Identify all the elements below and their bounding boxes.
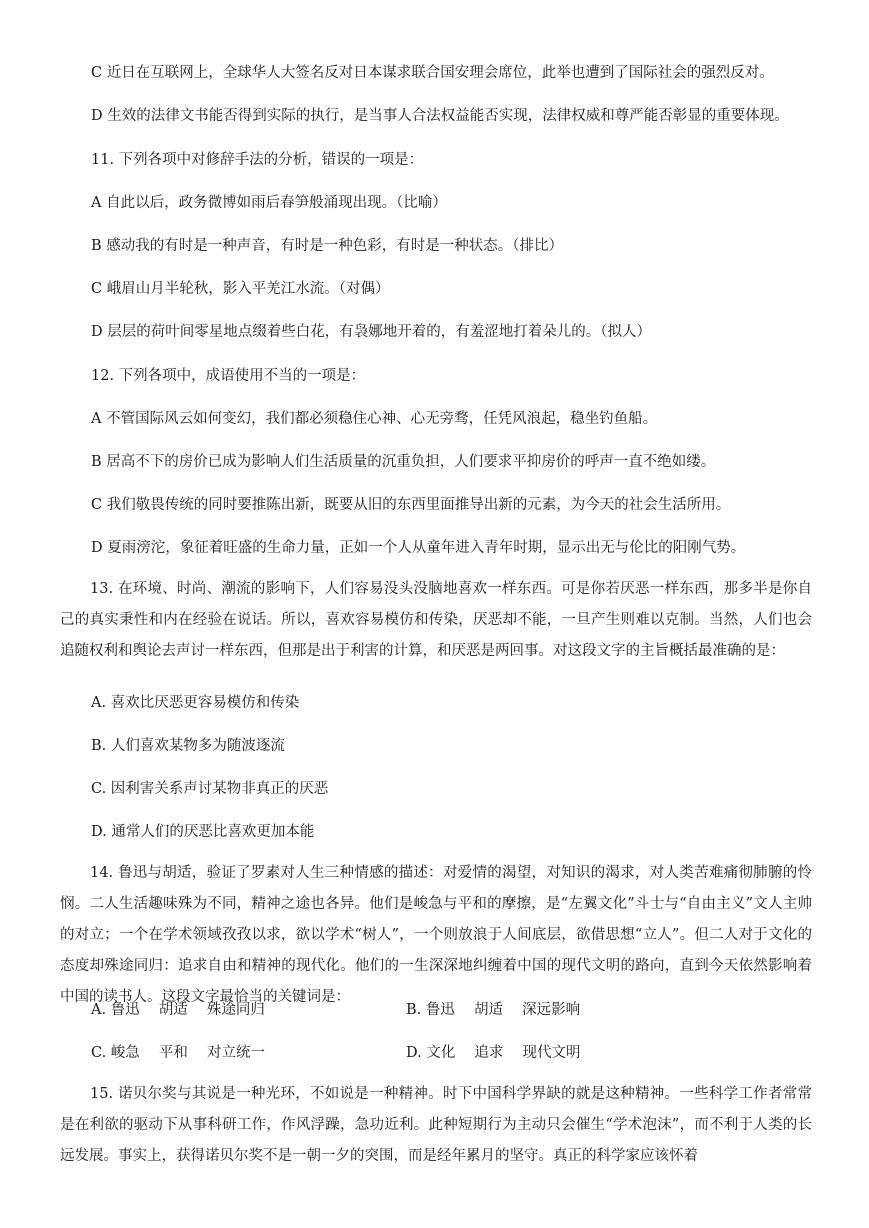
q11-stem: 11. 下列各项中对修辞手法的分析，错误的一项是： <box>91 152 424 168</box>
q14-option-c: C. 峻急 平和 对立统一 <box>91 1045 266 1061</box>
q13-option-a: A. 喜欢比厌恶更容易模仿和传染 <box>91 695 300 711</box>
q14-option-b: B. 鲁迅 胡适 深远影响 <box>406 1002 581 1018</box>
q11-option-b: B 感动我的有时是一种声音，有时是一种色彩，有时是一种状态。（排比） <box>91 238 564 254</box>
q15-stem: 15. 诺贝尔奖与其说是一种光环，不如说是一种精神。时下中国科学界缺的就是这种精神。一些科学工作者常常是在利欲的驱动下从事科研工作，作风浮躁，急功近利。此种短期行为主动只会催生“学术泡沫”，而不利于人类的长远发展。事实上，获得诺贝尔奖不是一朝一夕的突围，而是经年累月的坚守。真正的科学家应该怀着 <box>60 1086 812 1164</box>
q13-option-d: D. 通常人们的厌恶比喜欢更加本能 <box>91 824 315 840</box>
q12-option-c: C 我们敬畏传统的同时要推陈出新，既要从旧的东西里面推导出新的元素，为今天的社会生活所用。 <box>91 497 731 513</box>
q11-option-d: D 层层的荷叶间零星地点缀着些白花，有袅娜地开着的，有羞涩地打着朵儿的。（拟人） <box>91 324 651 340</box>
q11-option-c: C 峨眉山月半轮秋，影入平羌江水流。（对偶） <box>91 281 390 297</box>
q10-option-c: C 近日在互联网上，全球华人大签名反对日本谋求联合国安理会席位，此举也遭到了国际社会的强烈反对。 <box>91 65 774 81</box>
q12-option-b: B 居高不下的房价已成为影响人们生活质量的沉重负担，人们要求平抑房价的呼声一直不绝如缕。 <box>91 454 716 470</box>
q14-options <box>91 1000 811 1070</box>
q12-stem: 12. 下列各项中，成语使用不当的一项是： <box>91 368 366 384</box>
q13-stem: 13. 在环境、时尚、潮流的影响下，人们容易没头没脑地喜欢一样东西。可是你若厌恶一样东西，那多半是你自己的真实秉性和内在经验在说话。所以，喜欢容易模仿和传染，厌恶却不能，一旦产生则难以克制。当然，人们也会追随权利和舆论去声讨一样东西，但那是出于利害的计算，和厌恶是两回事。对这段文字的主旨概括最准确的是： <box>60 581 812 659</box>
q14-option-d: D. 文化 追求 现代文明 <box>406 1045 581 1061</box>
q10-option-d: D 生效的法律文书能否得到实际的执行，是当事人合法权益能否实现，法律权威和尊严能否彰显的重要体现。 <box>91 108 789 124</box>
q13-option-b: B. 人们喜欢某物多为随波逐流 <box>91 738 285 754</box>
q12-option-d: D 夏雨滂沱，象征着旺盛的生命力量，正如一个人从童年进入青年时期，显示出无与伦比的阳刚气势。 <box>91 540 746 556</box>
q13-option-c: C. 因利害关系声讨某物非真正的厌恶 <box>91 781 329 797</box>
q11-option-a: A 自此以后，政务微博如雨后春笋般涌现出现。（比喻） <box>91 195 447 211</box>
q14-option-a: A. 鲁迅 胡适 殊途同归 <box>91 1002 265 1018</box>
q12-option-a: A 不管国际风云如何变幻，我们都必须稳住心神、心无旁骛，任凭风浪起，稳坐钓鱼船。 <box>91 411 658 427</box>
q14-stem: 14. 鲁迅与胡适，验证了罗素对人生三种情感的描述：对爱情的渴望，对知识的渴求，对人类苦难痛彻肺腑的怜悯。二人生活趣味殊为不同，精神之途也各异。他们是峻急与平和的摩擦，是“左翼文化”斗士与“自由主义”文人主帅的对立；一个在学术领域孜孜以求，欲以学术“树人”，一个则放浪于人间底层，欲借思想“立人”。但二人对于文化的态度却殊途同归：追求自由和精神的现代化。他们的一生深深地纠缠着中国的现代文明的路向，直到今天依然影响着中国的读书人。这段文字最恰当的关键词是： <box>60 865 812 1005</box>
